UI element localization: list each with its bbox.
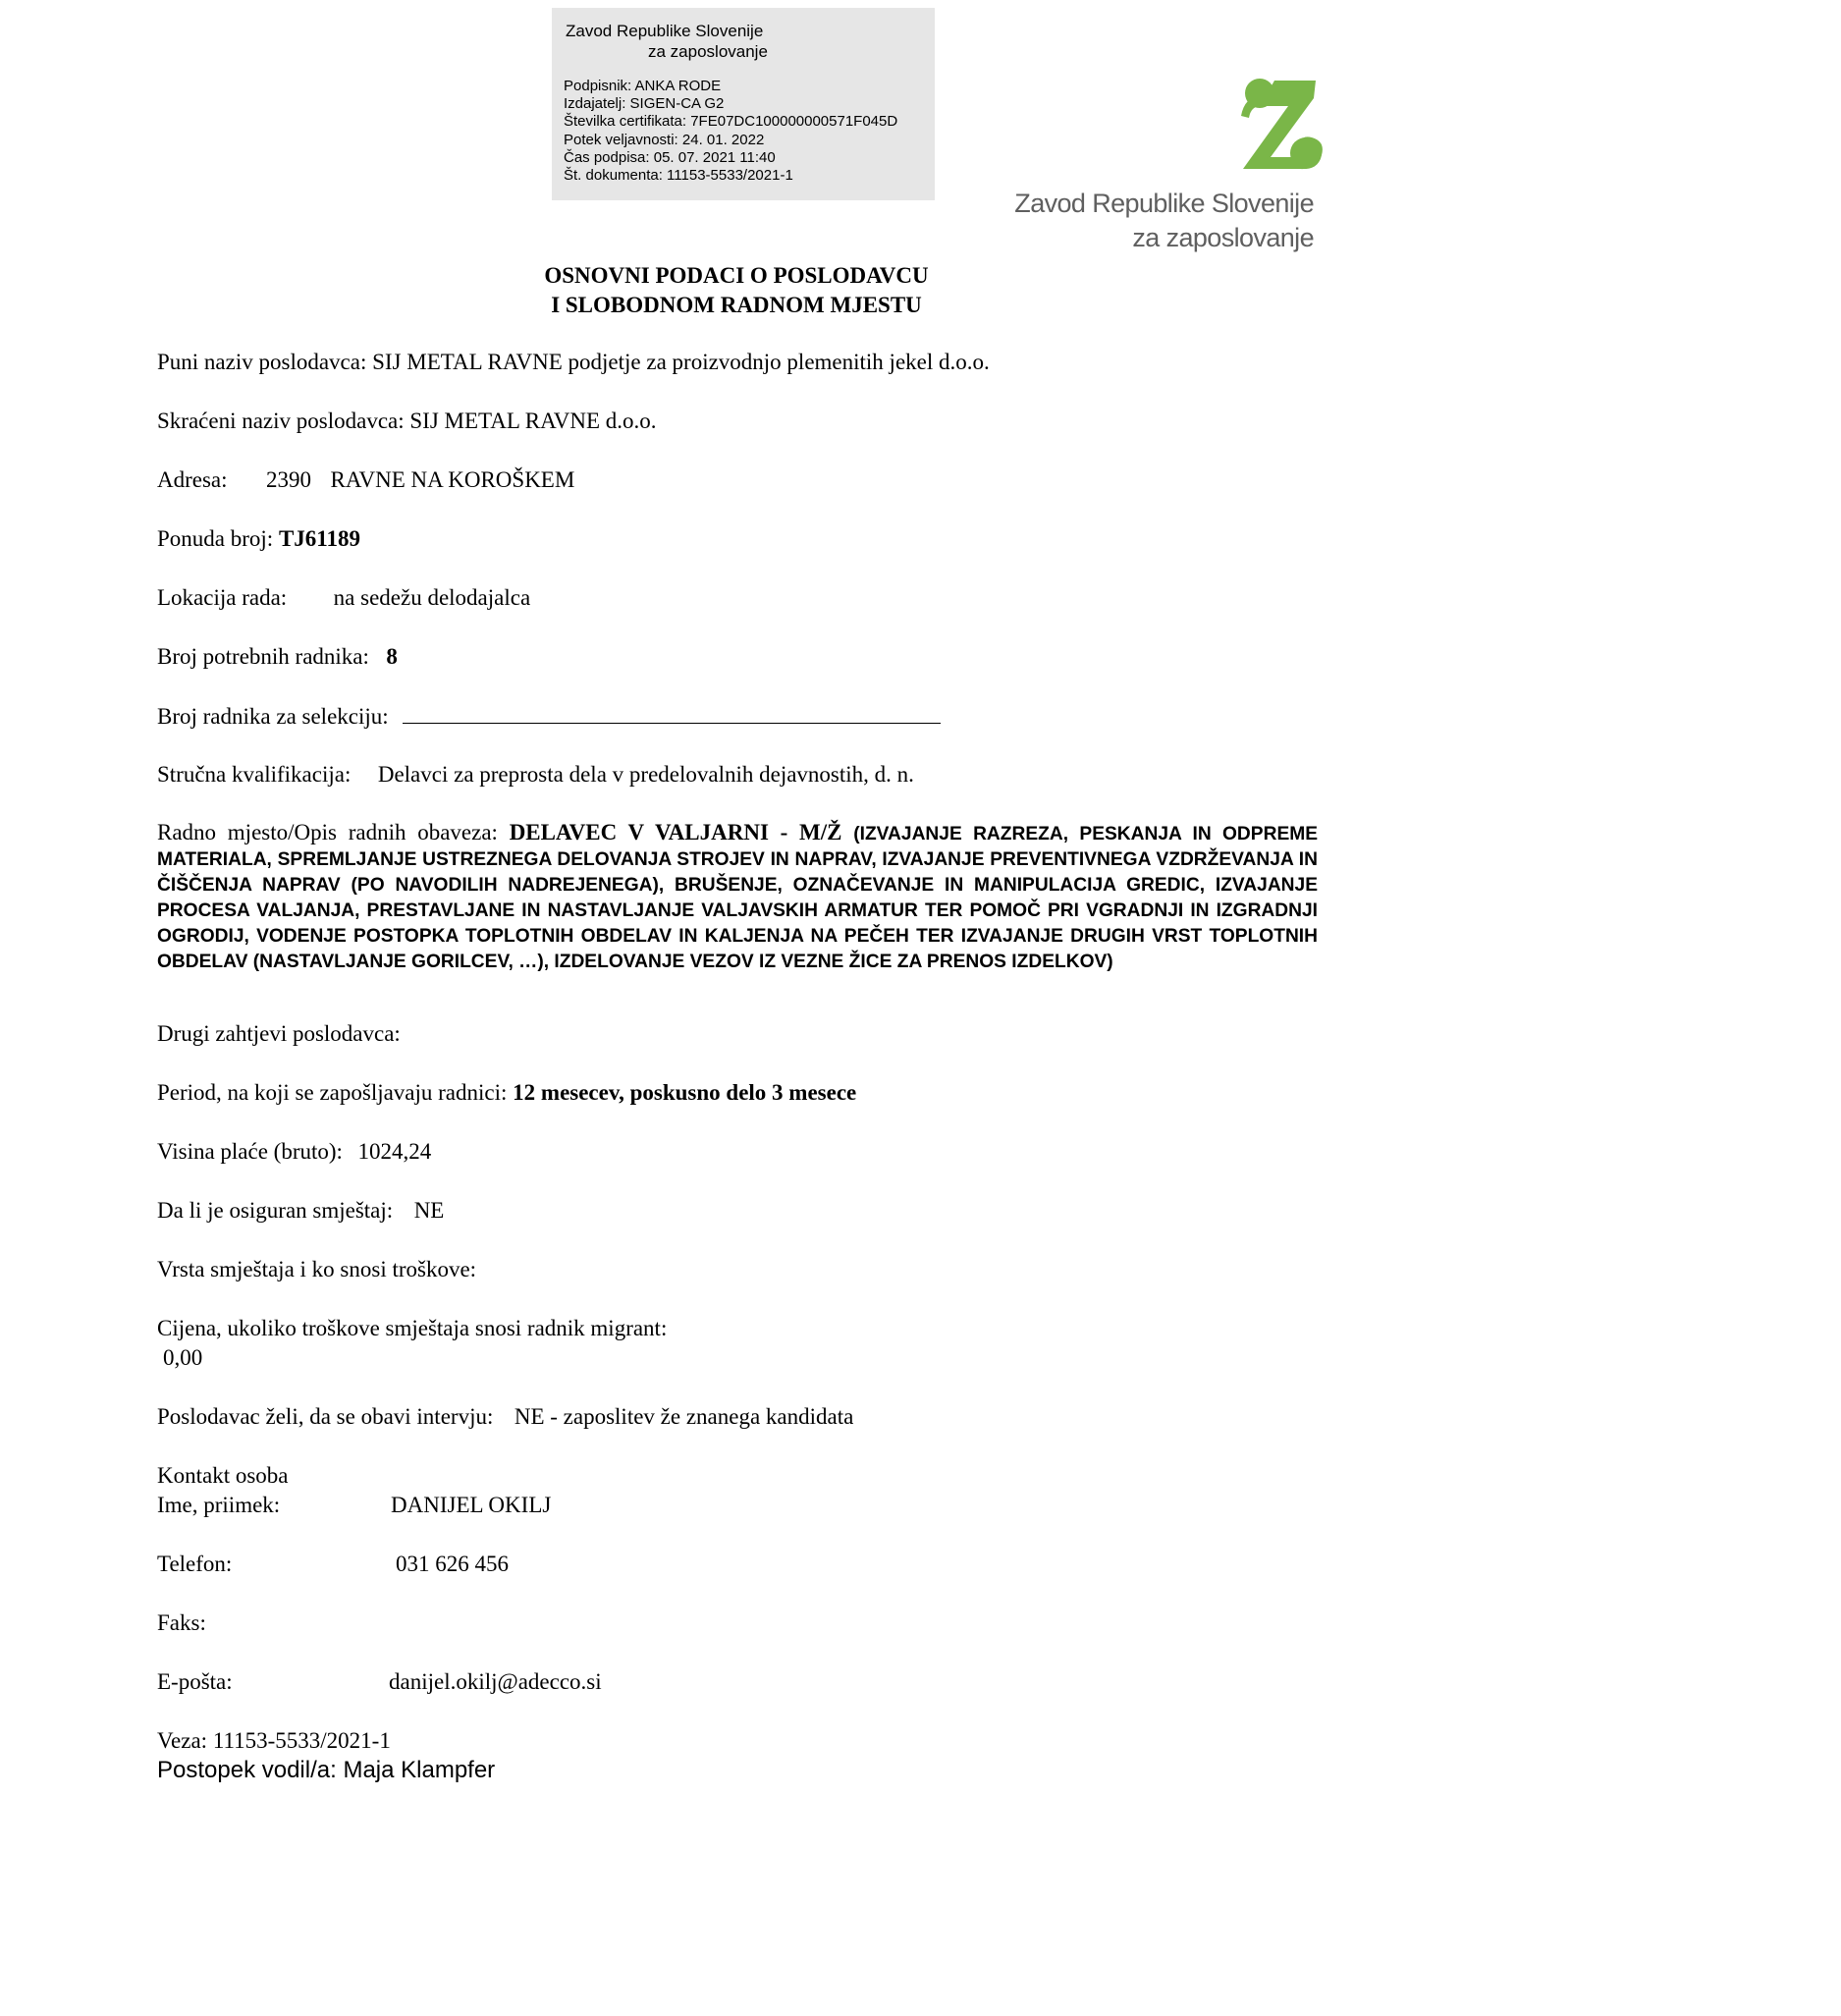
contact-fax-row <box>157 1608 206 1638</box>
housing-label: Da li je osiguran smještaj: <box>157 1198 394 1223</box>
duties-text: (IZVAJANJE RAZREZA, PESKANJA IN ODPREME MATERIALA, SPREMLJANJE USTREZNEGA DELOVANJA STROJEV IN NAPRAV, IZVAJANJE PREVENTIVNEGA VZDRŽEVANJA IN ČIŠČENJA NAPRAV (PO NAVODILIH NADREJENEGA), BRUŠENJE, OZNAČEVANJE IN MANIPULACIJA GREDIC, IZVAJANJE PROCESA VALJANJA, PRESTAVLJANE IN NASTAVLJANJE VALJAVSKIH ARMATUR TER POMOČ PRI VGRADNJI IN IZGRADNJI OGRODIJ, VODENJE POSTOPKA TOPLOTNIH OBDELAV IN KALJENJA NA PEČEH TER IZVAJANJE DRUGIH VRST TOPLOTNIH OBDELAV (NASTAVLJANJE GORILCEV, …), IZDELOVANJE VEZOV IZ VEZNE ŽICE ZA PRENOS IZDELKOV) <box>157 824 1319 972</box>
logo-line2: za zaposlovanje <box>1132 223 1314 252</box>
salary-label: Visina plaće (bruto): <box>157 1139 343 1164</box>
reference-value: 11153-5533/2021-1 <box>212 1728 391 1753</box>
housing-type-label: Vrsta smještaja i ko snosi troškove: <box>157 1257 477 1281</box>
short-name-value: SIJ METAL RAVNE d.o.o. <box>409 409 657 433</box>
interview-value: NE - zaposlitev že znanega kandidata <box>514 1404 854 1429</box>
other-req-label: Drugi zahtjevi poslodavca: <box>157 1021 401 1046</box>
title-line2: I SLOBODNOM RADNOM MJESTU <box>551 293 922 317</box>
employer-full-name-row <box>157 348 990 377</box>
housing-price-row <box>157 1314 667 1373</box>
other-requirements-row <box>157 1019 401 1049</box>
procedure-row <box>157 1756 495 1785</box>
period-label: Period, na koji se zapošljavaju radnici: <box>157 1080 508 1105</box>
stamp-details <box>564 78 897 185</box>
logo-line1: Zavod Republike Slovenije <box>1014 189 1314 218</box>
stamp-signer: Podpisnik: ANKA RODE <box>564 78 722 94</box>
procedure-value: Maja Klampfer <box>343 1757 496 1783</box>
reference-row <box>157 1726 391 1756</box>
employer-short-name-row <box>157 407 657 436</box>
qualification-row <box>157 760 914 790</box>
contact-phone-value: 031 626 456 <box>396 1552 509 1576</box>
contact-email-label: E-pošta: <box>157 1669 233 1694</box>
reference-label: Veza: <box>157 1728 208 1753</box>
salary-value: 1024,24 <box>357 1139 432 1164</box>
document-title <box>442 261 1031 320</box>
stamp-document-no: Št. dokumenta: 11153-5533/2021-1 <box>564 167 793 185</box>
period-value: 12 mesecev, poskusno delo 3 mesece <box>513 1080 857 1105</box>
full-name-label: Puni naziv poslodavca: <box>157 350 367 374</box>
address-postcode: 2390 <box>266 467 312 492</box>
contact-email-value: danijel.okilj@adecco.si <box>389 1669 602 1694</box>
stamp-issuer: Izdajatelj: SIGEN-CA G2 <box>564 95 725 113</box>
price-label: Cijena, ukoliko troškove smještaja snosi radnik migrant: <box>157 1316 668 1340</box>
qualification-value: Delavci za preprosta dela v predelovalnih dejavnostih, d. n. <box>377 762 914 787</box>
qualification-label: Stručna kvalifikacija: <box>157 762 352 787</box>
short-name-label: Skraćeni naziv poslodavca: <box>157 409 405 433</box>
contact-phone-row <box>157 1550 509 1579</box>
contact-name-row <box>157 1491 551 1520</box>
address-row <box>157 465 574 495</box>
signature-stamp <box>552 8 935 200</box>
workers-needed-row <box>157 642 398 672</box>
duties-label: Radno mjesto/Opis radnih obaveza: <box>157 820 498 845</box>
zrss-logo-icon <box>1237 77 1324 171</box>
workers-value: 8 <box>386 644 398 669</box>
location-label: Lokacija rada: <box>157 585 288 610</box>
contact-fax-label: Faks: <box>157 1610 206 1635</box>
salary-row <box>157 1137 431 1167</box>
offer-number-row <box>157 524 360 554</box>
contact-name-value: DANIJEL OKILJ <box>391 1493 552 1517</box>
housing-value: NE <box>413 1198 445 1223</box>
employment-period-row <box>157 1078 856 1108</box>
offer-number: TJ61189 <box>278 526 361 551</box>
housing-row <box>157 1196 444 1226</box>
job-duties-block <box>157 821 1318 974</box>
selection-blank-line <box>403 701 941 724</box>
contact-heading: Kontakt osoba <box>157 1463 289 1488</box>
address-city: RAVNE NA KOROŠKEM <box>330 467 575 492</box>
interview-label: Poslodavac želi, da se obavi intervju: <box>157 1404 494 1429</box>
duties-title: DELAVEC V VALJARNI - M/Ž <box>509 820 842 845</box>
address-label: Adresa: <box>157 467 228 492</box>
stamp-validity: Potek veljavnosti: 24. 01. 2022 <box>564 131 765 148</box>
title-line1: OSNOVNI PODACI O POSLODAVCU <box>544 263 929 288</box>
work-location-row <box>157 583 530 613</box>
location-value: na sedežu delodajalca <box>333 585 531 610</box>
stamp-org-line2: za zaposlovanje <box>648 42 768 61</box>
housing-type-row <box>157 1255 476 1284</box>
interview-row <box>157 1402 853 1432</box>
workers-label: Broj potrebnih radnika: <box>157 644 369 669</box>
stamp-sign-time: Čas podpisa: 05. 07. 2021 11:40 <box>564 148 776 166</box>
contact-phone-label: Telefon: <box>157 1552 233 1576</box>
logo-text <box>943 187 1314 255</box>
stamp-certificate: Številka certifikata: 7FE07DC100000000571F045D <box>564 113 898 131</box>
procedure-label: Postopek vodil/a: <box>157 1757 337 1783</box>
stamp-org-line1: Zavod Republike Slovenije <box>566 22 764 40</box>
full-name-value: SIJ METAL RAVNE podjetje za proizvodnjo plemenitih jekel d.o.o. <box>372 350 990 374</box>
selection-row <box>157 701 941 732</box>
contact-name-label: Ime, priimek: <box>157 1493 281 1517</box>
contact-email-row <box>157 1667 602 1697</box>
offer-label: Ponuda broj: <box>157 526 274 551</box>
selection-label: Broj radnika za selekciju: <box>157 704 389 729</box>
price-value: 0,00 <box>163 1345 203 1370</box>
